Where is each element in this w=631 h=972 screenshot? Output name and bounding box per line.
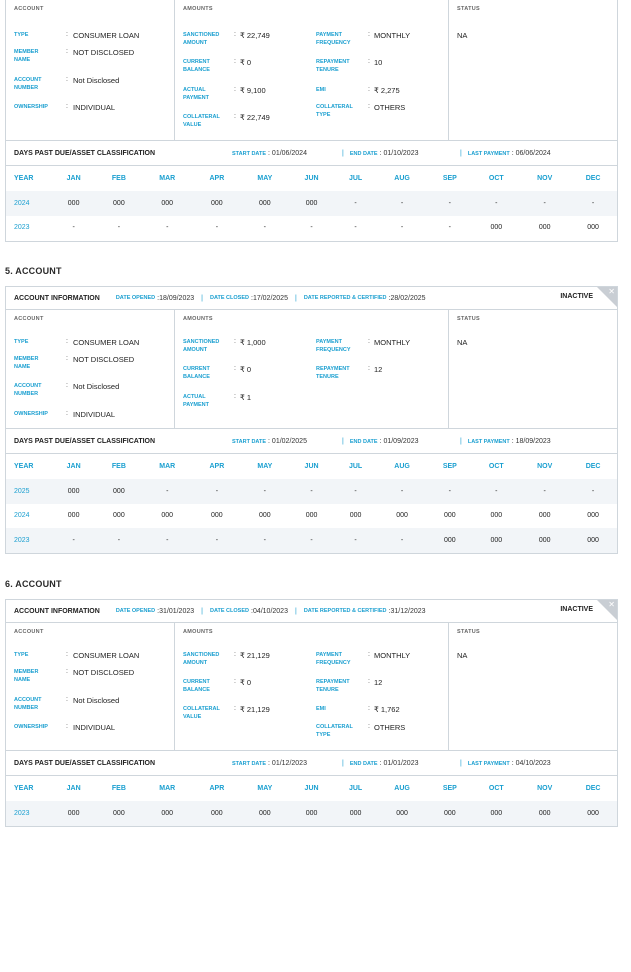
account-info-bar: ACCOUNT INFORMATION DATE OPENED : 31/01/2023 | DATE CLOSED : 04/10/2023 | DATE REPORTED & CERTIFIED : 31/12/2023 INACTIVE ✕	[6, 600, 617, 623]
amounts-column: AMOUNTS SANCTIONED AMOUNT : ₹ 21,129 CURRENT BALANCE : ₹ 0 COLLATERAL VALUE : ₹ 21,129 PAYMENT FREQUENCY : MONTHLY REPAYMENT TENURE : 12 EMI : ₹ 1,762 COLLATERAL TYPE : OTHERS	[175, 623, 449, 750]
ownership-value: INDIVIDUAL	[73, 103, 116, 112]
payment-frequency-label: PAYMENT FREQUENCY	[316, 32, 351, 46]
status-badge: INACTIVE	[560, 606, 593, 613]
collateral-value-value: ₹ 22,749	[240, 113, 270, 122]
ownership-value: INDIVIDUAL	[73, 723, 116, 732]
repayment-tenure-label: REPAYMENT TENURE	[316, 679, 350, 693]
account-info-bar: ACCOUNT INFORMATION DATE OPENED : 18/09/2023 | DATE CLOSED : 17/02/2025 | DATE REPORTED & CERTIFIED : 28/02/2025 INACTIVE ✕	[6, 287, 617, 310]
dpd-header	[6, 141, 617, 166]
close-icon[interactable]: ✕	[608, 287, 615, 296]
collateral-type-label: COLLATERAL TYPE	[316, 724, 353, 738]
account-column: ACCOUNT TYPE : CONSUMER LOAN MEMBER NAME : NOT DISCLOSED ACCOUNT NUMBER : Not Disclosed OWNERSHIP : INDIVIDUAL	[6, 310, 175, 428]
payment-frequency-value: MONTHLY	[374, 338, 411, 347]
dpd-title: DAYS PAST DUE/ASSET CLASSIFICATION	[14, 437, 156, 445]
start-date: START DATE : 01/06/2024	[232, 149, 307, 157]
account-number-value: Not Disclosed	[73, 382, 120, 391]
account-card-6	[5, 599, 618, 827]
table-row: 2023 000 000 000 000 000 000 000 000 000 000 000 000	[6, 801, 617, 826]
current-balance-label: CURRENT BALANCE	[183, 679, 210, 693]
last-payment-value: 06/06/2024	[515, 149, 551, 157]
account-details-grid	[6, 623, 617, 751]
collateral-type-label: COLLATERAL TYPE	[316, 104, 353, 118]
status-badge: INACTIVE	[560, 293, 593, 300]
dpd-header	[6, 751, 617, 776]
ownership-label: OWNERSHIP	[14, 411, 48, 417]
account-column-header: ACCOUNT	[14, 6, 44, 12]
account-info-title: ACCOUNT INFORMATION	[14, 607, 100, 615]
end-date: | END DATE : 01/10/2023	[342, 149, 419, 157]
status-value: NA	[457, 31, 468, 40]
table-row: 2023 - - - - - - - - 000 000 000 000	[6, 528, 617, 553]
current-balance-value: ₹ 0	[240, 365, 252, 374]
account-details-grid	[6, 310, 617, 429]
last-payment-value: 18/09/2023	[515, 437, 551, 445]
account-number-label: ACCOUNT NUMBER	[14, 383, 42, 397]
collateral-type-value: OTHERS	[374, 723, 406, 732]
account-number-value: Not Disclosed	[73, 76, 120, 85]
date-reported-value: 28/02/2025	[390, 294, 426, 302]
section-title-account-6: 6. ACCOUNT	[5, 579, 62, 589]
sanctioned-amount-value: ₹ 1,000	[240, 338, 266, 347]
collateral-type-value: OTHERS	[374, 103, 406, 112]
end-date-value: 01/01/2023	[383, 759, 419, 767]
repayment-tenure-label: REPAYMENT TENURE	[316, 59, 350, 73]
account-column-header: ACCOUNT	[14, 316, 44, 322]
last-payment-value: 04/10/2023	[515, 759, 551, 767]
start-date-value: 01/06/2024	[271, 149, 307, 157]
member-name-value: NOT DISCLOSED	[73, 48, 135, 57]
start-date-value: 01/02/2025	[271, 437, 307, 445]
repayment-tenure-label: REPAYMENT TENURE	[316, 366, 350, 380]
emi-label: EMI	[316, 87, 326, 93]
member-name-label: MEMBER NAME	[14, 669, 39, 683]
status-column-header: STATUS	[457, 6, 480, 12]
member-name-value: NOT DISCLOSED	[73, 668, 135, 677]
type-label: TYPE	[14, 32, 29, 38]
sanctioned-amount-label: SANCTIONED AMOUNT	[183, 652, 220, 666]
status-column-header: STATUS	[457, 316, 480, 322]
sanctioned-amount-value: ₹ 22,749	[240, 31, 270, 40]
current-balance-label: CURRENT BALANCE	[183, 59, 210, 73]
status-column-header: STATUS	[457, 629, 480, 635]
amounts-column: AMOUNTS SANCTIONED AMOUNT : ₹ 22,749 CURRENT BALANCE : ₹ 0 ACTUAL PAYMENT : ₹ 9,100 COLLATERAL VALUE : ₹ 22,749 PAYMENT FREQUENCY : MONTHLY REPAYMENT TENURE : 10 EMI : ₹ 2,275 COLLATERAL TYPE : OTHERS	[175, 0, 449, 140]
account-info-title: ACCOUNT INFORMATION	[14, 294, 100, 302]
end-date-value: 01/09/2023	[383, 437, 419, 445]
sanctioned-amount-value: ₹ 21,129	[240, 651, 270, 660]
account-column: ACCOUNT TYPE : CONSUMER LOAN MEMBER NAME : NOT DISCLOSED ACCOUNT NUMBER : Not Disclosed OWNERSHIP : INDIVIDUAL	[6, 623, 175, 750]
sanctioned-amount-label: SANCTIONED AMOUNT	[183, 339, 220, 353]
amounts-column: AMOUNTS SANCTIONED AMOUNT : ₹ 1,000 CURRENT BALANCE : ₹ 0 ACTUAL PAYMENT : ₹ 1 PAYMENT FREQUENCY : MONTHLY REPAYMENT TENURE : 12	[175, 310, 449, 428]
table-row: 2024 000 000 000 000 000 000 000 000 000 000 000 000	[14, 512, 599, 520]
status-column	[449, 0, 617, 140]
date-closed-value: 17/02/2025	[252, 294, 288, 302]
payment-frequency-value: MONTHLY	[374, 651, 411, 660]
actual-payment-value: ₹ 1	[240, 393, 252, 402]
account-card-5	[5, 286, 618, 554]
dpd-table	[6, 776, 617, 826]
close-icon[interactable]: ✕	[608, 600, 615, 609]
last-payment: | LAST PAYMENT : 04/10/2023	[460, 759, 551, 767]
type-label: TYPE	[14, 339, 29, 345]
amounts-column-header: AMOUNTS	[183, 629, 213, 635]
collateral-value-label: COLLATERAL VALUE	[183, 706, 220, 720]
payment-frequency-label: PAYMENT FREQUENCY	[316, 652, 351, 666]
dpd-table-header: YEAR JAN FEB MAR APR MAY JUN JUL AUG SEP OCT NOV DEC	[14, 785, 601, 792]
section-title-account-5: 5. ACCOUNT	[5, 266, 62, 276]
start-date: START DATE : 01/12/2023	[232, 759, 307, 767]
current-balance-label: CURRENT BALANCE	[183, 366, 210, 380]
end-date: | END DATE : 01/01/2023	[342, 759, 419, 767]
amounts-column-header: AMOUNTS	[183, 316, 213, 322]
dpd-table	[6, 166, 617, 240]
actual-payment-label: ACTUAL PAYMENT	[183, 394, 209, 408]
payment-frequency-label: PAYMENT FREQUENCY	[316, 339, 351, 353]
member-name-value: NOT DISCLOSED	[73, 355, 135, 364]
repayment-tenure-value: 12	[374, 678, 383, 687]
account-card-4	[5, 0, 618, 242]
account-number-label: ACCOUNT NUMBER	[14, 697, 42, 711]
date-closed-value: 04/10/2023	[252, 607, 288, 615]
table-row: 2025 000 000 - - - - - - - - - -	[6, 479, 617, 504]
status-column	[449, 310, 617, 428]
emi-label: EMI	[316, 706, 326, 712]
sanctioned-amount-label: SANCTIONED AMOUNT	[183, 32, 220, 46]
dpd-table-header: YEAR JAN FEB MAR APR MAY JUN JUL AUG SEP OCT NOV DEC	[14, 175, 601, 182]
status-value: NA	[457, 338, 468, 347]
end-date-value: 01/10/2023	[383, 149, 419, 157]
emi-value: ₹ 1,762	[374, 705, 400, 714]
collateral-value-value: ₹ 21,129	[240, 705, 270, 714]
account-column-header: ACCOUNT	[14, 629, 44, 635]
dpd-header	[6, 429, 617, 454]
repayment-tenure-value: 10	[374, 58, 383, 67]
dpd-table	[6, 454, 617, 553]
current-balance-value: ₹ 0	[240, 678, 252, 687]
last-payment: | LAST PAYMENT : 06/06/2024	[460, 149, 551, 157]
last-payment: | LAST PAYMENT : 18/09/2023	[460, 437, 551, 445]
type-value: CONSUMER LOAN	[73, 651, 140, 660]
account-number-label: ACCOUNT NUMBER	[14, 77, 42, 91]
table-row: 2023 - - - - - - - - - 000 000 000	[14, 224, 599, 232]
date-reported-value: 31/12/2023	[390, 607, 426, 615]
member-name-label: MEMBER NAME	[14, 356, 39, 370]
type-value: CONSUMER LOAN	[73, 31, 140, 40]
status-column	[449, 623, 617, 750]
payment-frequency-value: MONTHLY	[374, 31, 411, 40]
date-opened-value: 31/01/2023	[159, 607, 195, 615]
ownership-value: INDIVIDUAL	[73, 410, 116, 419]
repayment-tenure-value: 12	[374, 365, 383, 374]
account-column: ACCOUNT TYPE : CONSUMER LOAN MEMBER NAME : NOT DISCLOSED ACCOUNT NUMBER : Not Disclosed OWNERSHIP : INDIVIDUAL	[6, 0, 175, 140]
ownership-label: OWNERSHIP	[14, 724, 48, 730]
type-label: TYPE	[14, 652, 29, 658]
ownership-label: OWNERSHIP	[14, 104, 48, 110]
start-date-value: 01/12/2023	[271, 759, 307, 767]
member-name-label: MEMBER NAME	[14, 49, 39, 63]
table-row: 2024 000 000 000 000 000 000 - - - - - -	[6, 191, 617, 216]
actual-payment-value: ₹ 9,100	[240, 86, 266, 95]
status-value: NA	[457, 651, 468, 660]
dpd-table-header: YEAR JAN FEB MAR APR MAY JUN JUL AUG SEP OCT NOV DEC	[14, 463, 601, 470]
end-date: | END DATE : 01/09/2023	[342, 437, 419, 445]
start-date: START DATE : 01/02/2025	[232, 437, 307, 445]
collateral-value-label: COLLATERAL VALUE	[183, 114, 220, 128]
date-opened-value: 18/09/2023	[159, 294, 195, 302]
type-value: CONSUMER LOAN	[73, 338, 140, 347]
current-balance-value: ₹ 0	[240, 58, 252, 67]
actual-payment-label: ACTUAL PAYMENT	[183, 87, 209, 101]
amounts-column-header: AMOUNTS	[183, 6, 213, 12]
dpd-title: DAYS PAST DUE/ASSET CLASSIFICATION	[14, 149, 156, 157]
emi-value: ₹ 2,275	[374, 86, 400, 95]
account-number-value: Not Disclosed	[73, 696, 120, 705]
dpd-title: DAYS PAST DUE/ASSET CLASSIFICATION	[14, 759, 156, 767]
account-details-grid	[6, 0, 617, 141]
